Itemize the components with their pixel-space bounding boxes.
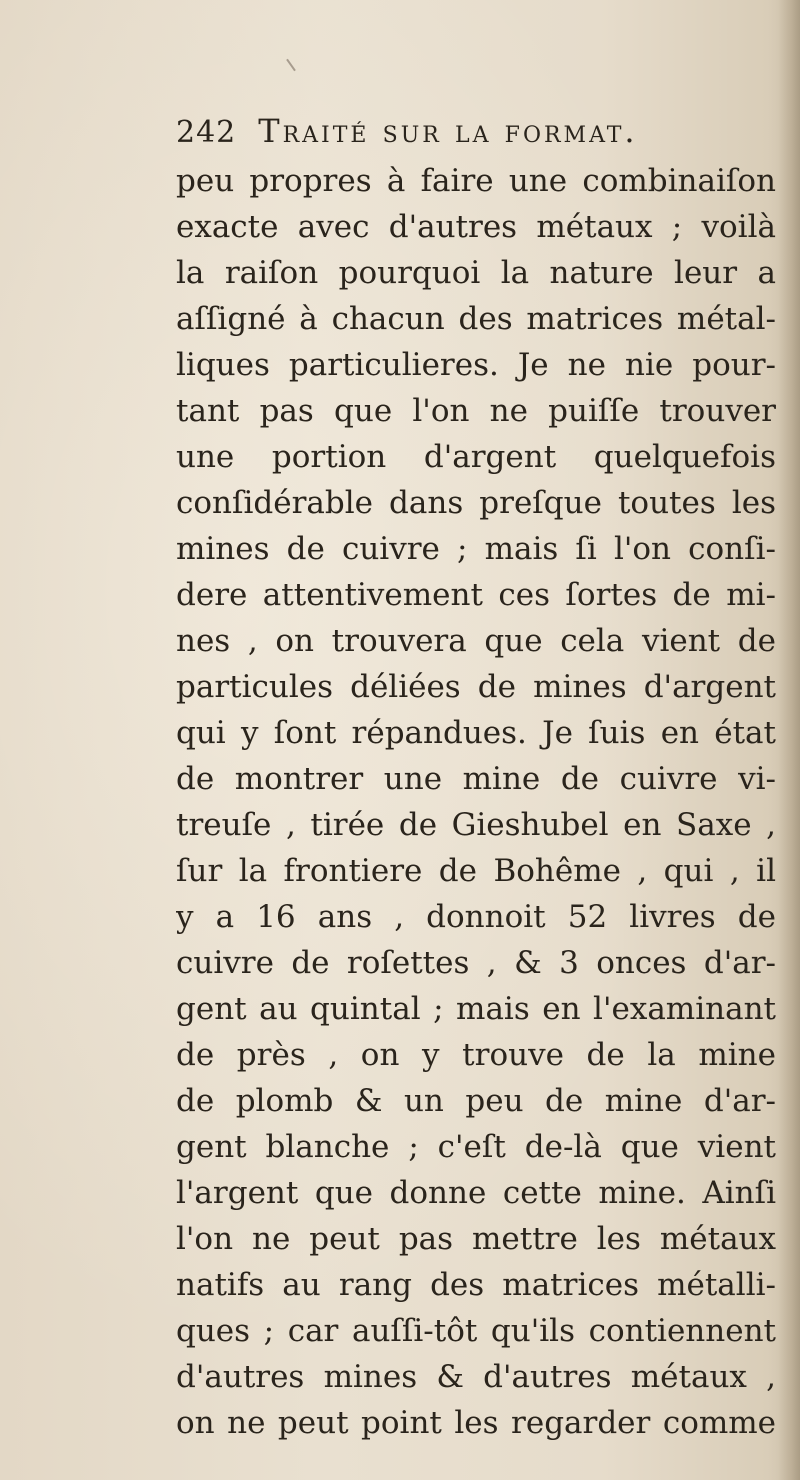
- text-line: l'argent que donne cette mine. Ainſi: [176, 1175, 776, 1211]
- text-line: la raiſon pourquoi la nature leur a: [176, 255, 776, 291]
- text-line: de près , on y trouve de la mine: [176, 1037, 776, 1073]
- page-header: [176, 112, 776, 162]
- text-line: dere attentivement ces ſortes de mi-: [176, 577, 776, 613]
- text-line: liques particulieres. Je ne nie pour-: [176, 347, 776, 383]
- page-edge-shadow: [778, 0, 800, 1480]
- text-line: d'autres mines & d'autres métaux ,: [176, 1359, 776, 1395]
- text-line: peu propres à faire une combinaiſon: [176, 163, 776, 199]
- text-line: on ne peut point les regarder comme: [176, 1405, 776, 1441]
- text-line: treuſe , tirée de Gieshubel en Saxe ,: [176, 807, 776, 843]
- text-line: une portion d'argent quelquefois: [176, 439, 776, 475]
- text-line: particules déliées de mines d'argent: [176, 669, 776, 705]
- text-line: de plomb & un peu de mine d'ar-: [176, 1083, 776, 1119]
- text-line: cuivre de roſettes , & 3 onces d'ar-: [176, 945, 776, 981]
- text-line: exacte avec d'autres métaux ; voilà: [176, 209, 776, 245]
- text-line: aſſigné à chacun des matrices métal-: [176, 301, 776, 337]
- text-line: conſidérable dans preſque toutes les: [176, 485, 776, 521]
- text-line: ſur la frontiere de Bohême , qui , il: [176, 853, 776, 889]
- text-line: tant pas que l'on ne puiſſe trouver: [176, 393, 776, 429]
- text-line: de montrer une mine de cuivre vi-: [176, 761, 776, 797]
- text-line: mines de cuivre ; mais ſi l'on conſi-: [176, 531, 776, 567]
- text-line: gent au quintal ; mais en l'examinant: [176, 991, 776, 1027]
- page-number: 242: [176, 115, 237, 150]
- text-line: l'on ne peut pas mettre les métaux: [176, 1221, 776, 1257]
- text-line: natifs au rang des matrices métalli-: [176, 1267, 776, 1303]
- body-text: [176, 158, 776, 1446]
- text-line: ques ; car auſſi-tôt qu'ils contiennent: [176, 1313, 776, 1349]
- text-line: gent blanche ; c'eſt de-là que vient: [176, 1129, 776, 1165]
- ink-mark: [286, 59, 296, 72]
- text-line: y a 16 ans , donnoit 52 livres de: [176, 899, 776, 935]
- running-title: Traité sur la format.: [258, 112, 638, 150]
- text-line: nes , on trouvera que cela vient de: [176, 623, 776, 659]
- text-line: qui y ſont répandues. Je ſuis en état: [176, 715, 776, 751]
